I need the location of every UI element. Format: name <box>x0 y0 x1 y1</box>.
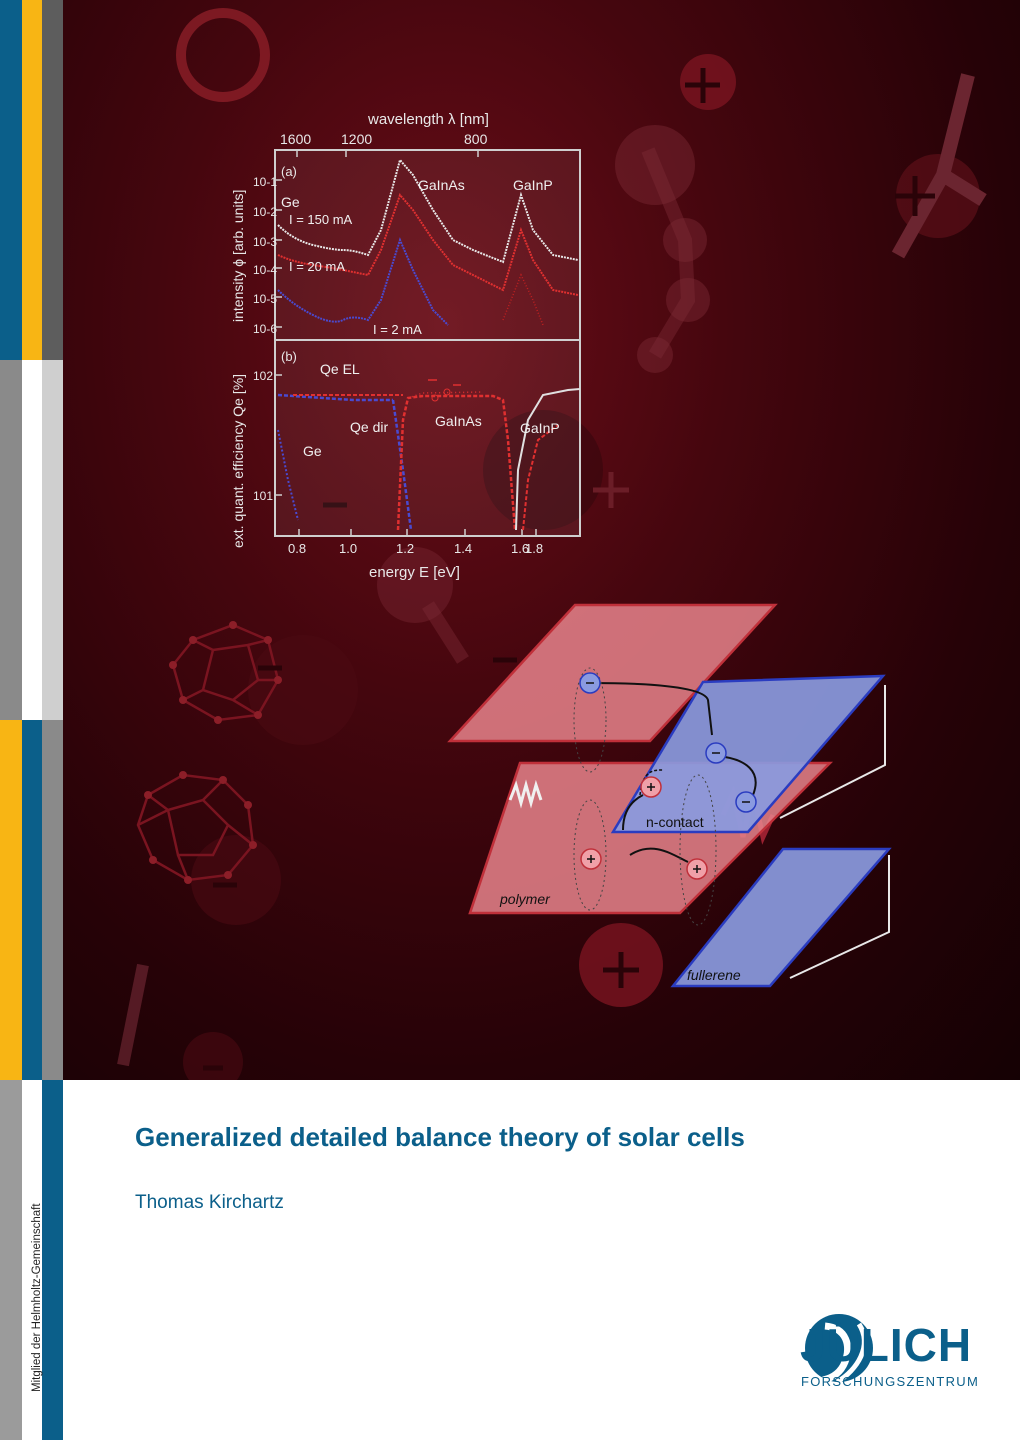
stripe-yellow-top <box>22 0 42 360</box>
stripe-gray-low <box>42 720 63 1080</box>
label-20ma: I = 20 mA <box>289 259 345 274</box>
label-gainp-a: GaInP <box>513 177 553 193</box>
helmholtz-membership: Mitglied der Helmholtz-Gemeinschaft <box>31 1203 43 1392</box>
panel-a-label: (a) <box>281 164 297 179</box>
xtick-0.8: 0.8 <box>288 541 307 556</box>
spectra-figure <box>230 111 580 581</box>
book-title: Generalized detailed balance theory of solar cells <box>135 1122 745 1152</box>
stripe-yellow-low <box>0 720 22 1080</box>
ytick-a-3: 10-3 <box>253 235 278 249</box>
panel-a-ylabel: intensity ϕ [arb. units] <box>230 189 246 322</box>
xtick-1.2: 1.2 <box>396 541 415 556</box>
label-2ma: I = 2 mA <box>373 322 422 337</box>
label-gainas-a: GaInAs <box>418 177 465 193</box>
label-ge-b: Ge <box>303 443 322 459</box>
label-fullerene: fullerene <box>687 967 741 983</box>
ytick-a-6: 10-6 <box>253 322 278 336</box>
logo-wordmark: JÜLICH <box>800 1319 973 1371</box>
stripe-blue-top <box>0 0 22 360</box>
xtick-1.0: 1.0 <box>339 541 358 556</box>
xtick-1.8: 1.8 <box>525 541 544 556</box>
ytick-a-4: 10-4 <box>253 263 278 277</box>
stripe-lightgray-mid <box>42 360 63 720</box>
label-ge-a: Ge <box>281 194 300 210</box>
top-tick-1600: 1600 <box>280 131 312 147</box>
panel-b-ylabel: ext. quant. efficiency Qe [%] <box>230 373 246 548</box>
ytick-a-1: 10-1 <box>253 175 278 189</box>
ytick-a-5: 10-5 <box>253 292 278 306</box>
top-axis-label: wavelength λ [nm] <box>368 111 489 128</box>
xaxis-label: energy E [eV] <box>369 564 460 581</box>
stripe-white-mid <box>22 360 42 720</box>
top-tick-800: 800 <box>464 131 488 147</box>
panel-b-label: (b) <box>281 349 297 364</box>
stripe-blue-bottom <box>42 1080 63 1440</box>
label-qe-el: Qe EL <box>320 361 360 377</box>
ytick-b-1: 102 <box>253 369 274 383</box>
logo-subtitle: FORSCHUNGSZENTRUM <box>801 1374 980 1389</box>
xtick-1.6: 1.6 <box>511 541 530 556</box>
xtick-1.4: 1.4 <box>454 541 473 556</box>
stripe-gray-bottom <box>0 1080 22 1440</box>
label-gainp-b: GaInP <box>520 420 560 436</box>
cover-artwork <box>63 0 1020 1080</box>
stripe-gray-mid <box>0 360 22 720</box>
ytick-b-2: 101 <box>253 489 274 503</box>
ytick-a-2: 10-2 <box>253 205 278 219</box>
stripe-blue-low <box>22 720 42 1080</box>
label-gainas-b: GaInAs <box>435 413 482 429</box>
label-n-contact: n-contact <box>646 814 704 830</box>
label-150ma: I = 150 mA <box>289 212 353 227</box>
stripe-gray-top <box>42 0 63 360</box>
label-polymer: polymer <box>500 891 550 907</box>
top-tick-1200: 1200 <box>341 131 373 147</box>
label-qe-dir: Qe dir <box>350 419 389 435</box>
author-name: Thomas Kirchartz <box>135 1192 284 1213</box>
